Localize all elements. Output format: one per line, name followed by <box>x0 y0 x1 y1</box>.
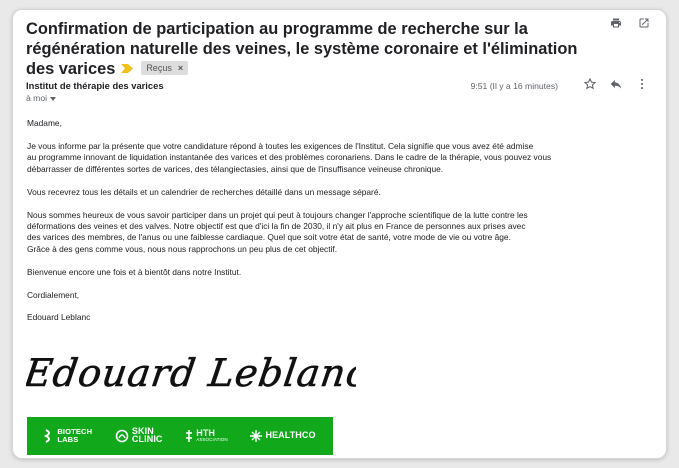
body-paragraph: Je vous informe par la présente que votre candidature répond à toutes les exigences de l'Institut. Cela signifie que vous avez été admise au programme innovant de liquidation instantanée des varices et des problèmes coronariens. Dans le cadre de la thérapie, vous pouvez vous débarrasser de différentes sortes de varices, des télangiectasies, ainsi que de l'insuffisance veineuse chronique. <box>27 140 552 174</box>
body-paragraph: Bienvenue encore une fois et à bientôt dans notre Institut. <box>27 266 242 277</box>
hth-icon <box>185 429 193 443</box>
email-card <box>12 9 667 459</box>
logo-line2: ASSOCIATION <box>196 437 228 443</box>
logo-healthco <box>250 430 315 442</box>
body-paragraph: Madame, <box>27 118 62 128</box>
logo-line1: HTH <box>196 427 216 438</box>
remove-label-button[interactable]: × <box>177 63 184 74</box>
print-icon[interactable] <box>608 15 624 31</box>
logo-line2: CLINIC <box>131 434 163 444</box>
open-in-new-window-icon[interactable] <box>636 15 652 31</box>
sender-name[interactable]: Institut de thérapie des varices <box>26 80 164 91</box>
message-actions <box>582 76 650 92</box>
handwritten-signature <box>26 348 356 398</box>
star-icon[interactable] <box>582 76 598 92</box>
sender-row <box>26 80 652 110</box>
recipient-text: à moi <box>26 93 48 103</box>
biotech-icon <box>44 429 54 443</box>
recipient-details-toggle[interactable] <box>26 93 56 103</box>
subject-text: Confirmation de participation au programme de recherche sur la régénération naturelle des veines, le système coronaire et l'élimination des varices <box>26 20 578 78</box>
importance-marker-icon[interactable] <box>121 58 133 78</box>
logo-biotech-labs <box>44 428 92 444</box>
logo-skin-clinic <box>115 428 163 444</box>
more-options-icon[interactable] <box>634 76 650 92</box>
logo-line1: SKIN <box>131 426 154 437</box>
logo-line1: HEALTHCO <box>265 430 316 441</box>
reply-icon[interactable] <box>608 76 624 92</box>
healthco-icon <box>250 430 262 442</box>
signature-script: Edouard Leblanc <box>26 352 356 396</box>
logo-hth-association <box>185 429 228 443</box>
email-body <box>27 118 642 335</box>
logo-line2: LABS <box>57 435 79 444</box>
logo-line1: BIOTECH <box>57 427 93 437</box>
body-paragraph: Nous sommes heureux de vous savoir participer dans un projet qui peut à toujours changer l'approche scientifique de la lutte contre les déformations des veines et des valves. Notre objectif est que d'ici la fin de 2030, il n'y ait plus en France de personnes aux prises avec des varices des membres, de l'anus ou une faiblesse cardiaque. Quel que soit votre état de santé, votre mode de vie ou votre âge. Grâce à des gens comme vous, nous nous rapprochons un peu plus de cet objectif. <box>27 209 528 254</box>
body-paragraph: Edouard Leblanc <box>27 312 91 323</box>
label-text: Reçus <box>146 63 172 74</box>
email-subject <box>26 19 586 79</box>
top-toolbar <box>608 15 652 31</box>
body-paragraph: Cordialement, <box>27 289 80 300</box>
label-badge <box>141 61 188 75</box>
body-paragraph: Vous recevrez tous les détails et un calendrier de recherches détaillé dans un message séparé. <box>27 186 381 197</box>
skin-icon <box>115 429 129 443</box>
chevron-down-icon <box>50 97 56 101</box>
partner-logos-bar <box>27 417 333 455</box>
timestamp: 9:51 (Il y a 16 minutes) <box>470 81 558 91</box>
